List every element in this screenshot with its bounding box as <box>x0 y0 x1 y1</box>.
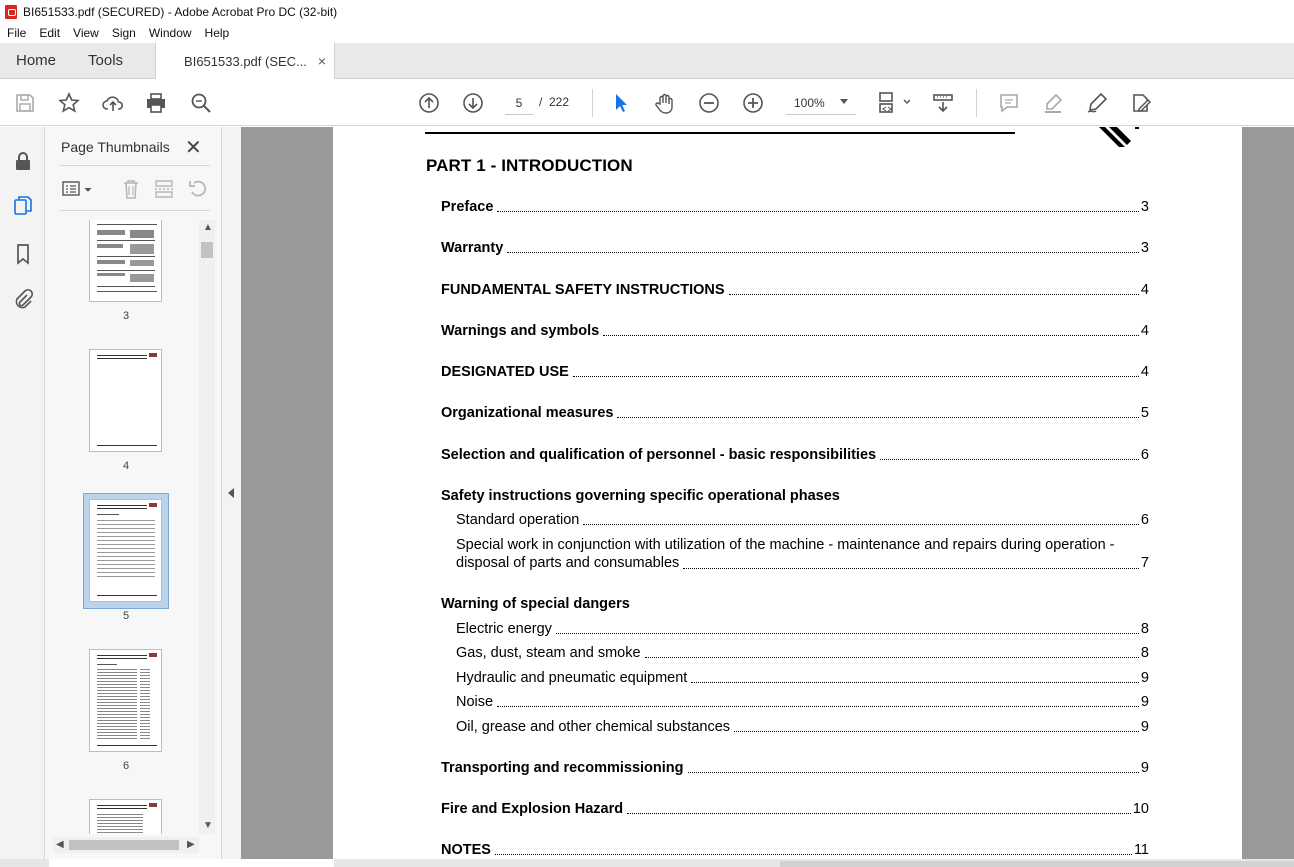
hand-tool-icon[interactable] <box>652 90 678 116</box>
toc-entry-label: NOTES <box>441 842 491 858</box>
toc-entry[interactable] <box>441 323 1149 339</box>
insert-page-icon[interactable] <box>152 177 176 201</box>
menu-bar <box>0 23 1294 43</box>
toc-entry[interactable] <box>441 405 1149 421</box>
thumbnail-label: 5 <box>122 610 130 622</box>
rotate-page-icon[interactable] <box>186 177 210 201</box>
bookmark-star-icon[interactable] <box>56 90 82 116</box>
toolbar-divider <box>592 89 593 117</box>
delete-page-icon[interactable] <box>119 177 143 201</box>
scroll-left-icon[interactable]: ◀ <box>56 839 64 850</box>
menu-view[interactable]: View <box>73 26 99 40</box>
toc-entry-page: 9 <box>1140 760 1149 776</box>
toc-entry-label: Organizational measures <box>441 405 614 421</box>
toc-entry-page: 5 <box>1140 405 1149 421</box>
page-number-input[interactable] <box>505 91 533 115</box>
attachments-paperclip-icon[interactable] <box>10 286 36 312</box>
tab-bar <box>0 43 1294 79</box>
save-icon[interactable] <box>12 90 38 116</box>
document-horizontal-scrollbar[interactable] <box>780 861 1294 867</box>
toc-entry-page: 4 <box>1140 364 1149 380</box>
toc-entry-label: Transporting and recommissioning <box>441 760 684 776</box>
thumbnail-page[interactable] <box>89 349 162 452</box>
toc-entry-page: 8 <box>1140 645 1149 661</box>
panel-title: Page Thumbnails <box>61 139 170 155</box>
page-thumbnails-panel <box>45 127 221 867</box>
toc-entry-label-line1: Special work in conjunction with utilization of the machine - maintenance and repairs during operation - <box>456 537 1115 553</box>
toc-entry-label: Warranty <box>441 240 504 256</box>
toc-entry-page: 6 <box>1140 512 1149 528</box>
toc-entry-page: 6 <box>1140 447 1149 463</box>
highlight-pen-icon[interactable] <box>1040 90 1066 116</box>
toc-entry-label: Oil, grease and other chemical substances <box>456 719 731 735</box>
bottom-status-strip <box>0 859 1294 867</box>
toc-entry-label: Preface <box>441 199 494 215</box>
toc-entry-label: Fire and Explosion Hazard <box>441 801 624 817</box>
header-rule <box>425 132 1015 134</box>
thumbnail-label: 4 <box>122 460 130 472</box>
toc-subentry[interactable] <box>456 670 1149 686</box>
toc-entry-label: FUNDAMENTAL SAFETY INSTRUCTIONS <box>441 282 725 298</box>
main-toolbar <box>0 80 1294 126</box>
toc-entry[interactable] <box>441 240 1149 256</box>
toc-entry-label: DESIGNATED USE <box>441 364 569 380</box>
zoom-out-icon[interactable] <box>696 90 722 116</box>
toc-subentry[interactable] <box>456 694 1149 710</box>
thumbnail-label: 6 <box>122 760 130 772</box>
menu-file[interactable]: File <box>7 26 27 40</box>
toc-entry-page: 8 <box>1140 621 1149 637</box>
toc-entry-label: Electric energy <box>456 621 552 637</box>
toc-entry[interactable] <box>441 801 1149 817</box>
menu-window[interactable]: Window <box>148 26 192 40</box>
zoom-value: 100% <box>794 95 825 110</box>
thumbnail-list <box>45 220 199 834</box>
toc-section-heading[interactable]: Warning of special dangers <box>441 596 630 612</box>
security-lock-icon[interactable] <box>10 148 36 174</box>
bookmarks-icon[interactable] <box>10 241 36 267</box>
tab-document[interactable] <box>155 43 335 79</box>
tab-close-icon[interactable]: × <box>317 53 327 69</box>
toc-entry[interactable] <box>441 364 1149 380</box>
toc-subentry[interactable] <box>456 621 1149 637</box>
edit-document-icon[interactable] <box>1128 90 1154 116</box>
left-rail <box>0 127 45 867</box>
cloud-upload-icon[interactable] <box>100 90 126 116</box>
scroll-up-icon[interactable]: ▲ <box>203 222 213 233</box>
thumbnail-vertical-scrollbar[interactable] <box>199 220 215 834</box>
toc-entry[interactable] <box>441 760 1149 776</box>
scrollbar-thumb[interactable] <box>201 242 213 258</box>
toc-entry-line2 <box>456 554 1149 572</box>
panel-close-icon[interactable]: ✕ <box>185 137 202 159</box>
thumbnail-page[interactable] <box>89 220 162 302</box>
document-heading: PART 1 - INTRODUCTION <box>426 156 633 175</box>
toolbar-divider <box>976 89 977 117</box>
toc-entry-page: 10 <box>1132 801 1149 817</box>
sign-pen-icon[interactable] <box>1084 90 1110 116</box>
toc-entry-page: 11 <box>1133 842 1149 858</box>
next-page-icon[interactable] <box>460 90 486 116</box>
toc-section-heading[interactable]: Safety instructions governing specific operational phases <box>441 488 840 504</box>
page-display-icon[interactable] <box>876 90 912 116</box>
tab-tools[interactable]: Tools <box>88 52 124 69</box>
comment-icon[interactable] <box>996 90 1022 116</box>
thumbnail-horizontal-scrollbar[interactable] <box>53 837 199 853</box>
toc-entry-label: Warnings and symbols <box>441 323 600 339</box>
window-title: BI651533.pdf (SECURED) - Adobe Acrobat Pro DC (32-bit) <box>23 4 338 19</box>
scroll-down-icon[interactable]: ▼ <box>203 820 213 831</box>
page-separator: / <box>539 95 543 109</box>
panel-divider <box>60 210 210 211</box>
search-zoom-icon[interactable] <box>188 90 214 116</box>
zoom-dropdown[interactable] <box>786 91 856 115</box>
acrobat-pdf-icon <box>5 5 17 19</box>
toc-entry-page: 9 <box>1140 670 1149 686</box>
toc-subentry-multiline[interactable] <box>456 536 1149 572</box>
title-bar <box>0 0 1294 23</box>
toc-entry[interactable] <box>441 447 1149 463</box>
panel-collapse-handle[interactable] <box>221 127 241 867</box>
toc-entry[interactable] <box>441 282 1149 298</box>
pdf-page <box>333 127 1242 867</box>
toc-entry-label: Noise <box>456 694 494 710</box>
toc-entry-label-line2: disposal of parts and consumables <box>456 555 680 571</box>
toc-entry-page: 9 <box>1140 694 1149 710</box>
zoom-in-icon[interactable] <box>740 90 766 116</box>
toc-entry-page: 3 <box>1140 199 1149 215</box>
toc-entry-label: Gas, dust, steam and smoke <box>456 645 641 661</box>
toc-entry-page: 4 <box>1140 323 1149 339</box>
toc-entry-label: Selection and qualification of personnel - basic responsibilities <box>441 447 877 463</box>
status-strip-segment <box>49 859 334 867</box>
select-cursor-icon[interactable] <box>608 90 634 116</box>
thumbnail-page[interactable] <box>89 799 162 834</box>
thumbnail-page-selected[interactable] <box>89 499 162 602</box>
tab-document-label: BI651533.pdf (SEC... <box>184 53 307 69</box>
toc-entry-label: Standard operation <box>456 512 580 528</box>
tab-home[interactable]: Home <box>16 52 57 69</box>
toc-entry[interactable] <box>441 842 1149 858</box>
toc-subentry[interactable] <box>456 645 1149 661</box>
toc-entry-label: Hydraulic and pneumatic equipment <box>456 670 688 686</box>
scrollbar-thumb[interactable] <box>69 840 179 850</box>
company-logo-icon <box>1091 127 1151 149</box>
collapse-arrow-icon <box>228 488 234 498</box>
thumbnail-label: 3 <box>122 310 130 322</box>
toc-entry-page: 7 <box>1140 555 1149 571</box>
scroll-mode-icon[interactable] <box>930 90 956 116</box>
menu-help[interactable]: Help <box>204 26 230 40</box>
toc-entry-page: 4 <box>1140 282 1149 298</box>
page-total: 222 <box>549 95 570 109</box>
print-icon[interactable] <box>143 90 169 116</box>
previous-page-icon[interactable] <box>416 90 442 116</box>
chevron-down-icon <box>840 99 848 104</box>
toc-entry-page: 9 <box>1140 719 1149 735</box>
toc-subentry[interactable] <box>456 719 1149 735</box>
menu-sign[interactable]: Sign <box>111 26 136 40</box>
document-viewport[interactable] <box>241 127 1294 867</box>
menu-edit[interactable]: Edit <box>39 26 61 40</box>
panel-divider <box>60 165 210 166</box>
toc-entry[interactable] <box>441 199 1149 215</box>
toc-entry-page: 3 <box>1140 240 1149 256</box>
thumbnail-options-menu-icon[interactable] <box>59 177 95 201</box>
scroll-right-icon[interactable]: ▶ <box>187 839 195 850</box>
toc-subentry[interactable] <box>456 512 1149 528</box>
page-thumbnails-icon[interactable] <box>10 193 36 219</box>
thumbnail-page[interactable] <box>89 649 162 752</box>
